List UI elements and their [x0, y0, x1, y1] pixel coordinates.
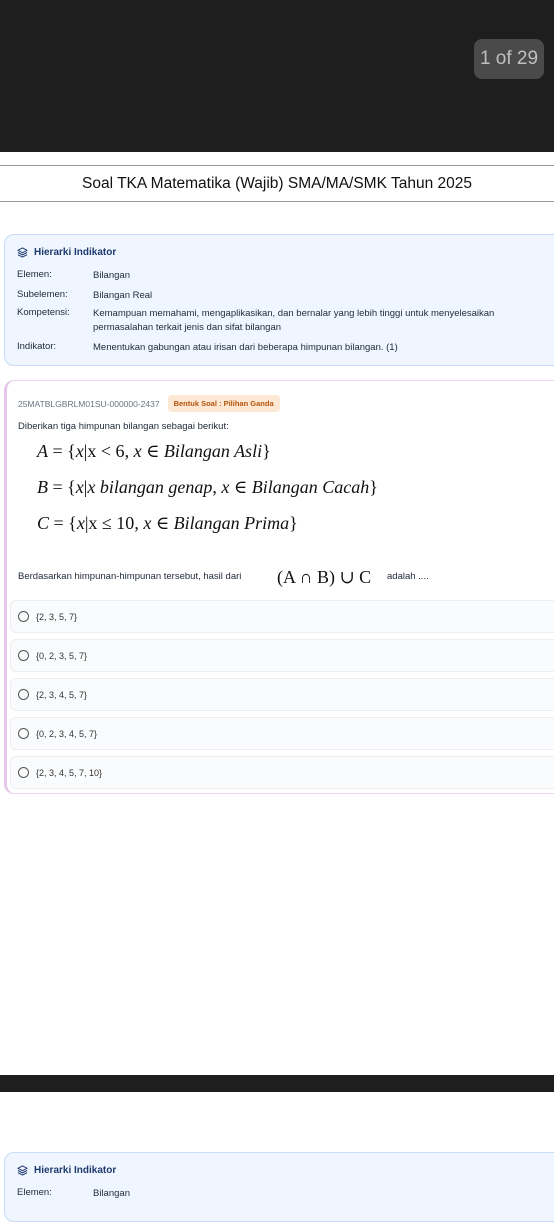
- radio-icon[interactable]: [18, 689, 29, 700]
- hierarchy-heading-text: Hierarki Indikator: [34, 247, 117, 258]
- question-type-badge: Bentuk Soal : Pilihan Ganda: [168, 395, 280, 412]
- hierarchy-row-indikator: [17, 341, 533, 355]
- row-label: Elemen:: [17, 1187, 52, 1198]
- row-value: Menentukan gabungan atau irisan dari beberapa himpunan bilangan. (1): [93, 342, 398, 353]
- document-title-bar: [0, 165, 554, 202]
- set-c-equation: C = {x|x ≤ 10, x ∈ Bilangan Prima}: [37, 513, 298, 533]
- row-label: Elemen:: [17, 269, 52, 280]
- set-b-equation: B = {x|x bilangan genap, x ∈ Bilangan Cacah}: [37, 477, 378, 497]
- question-prompt: Berdasarkan himpunan-himpunan tersebut, hasil dari: [18, 571, 242, 582]
- question-meta: [18, 395, 280, 412]
- radio-icon[interactable]: [18, 650, 29, 661]
- next-hierarchy-card: [4, 1152, 554, 1222]
- question-prompt-suffix: adalah ....: [387, 571, 429, 582]
- row-value: Kemampuan memahami, mengaplikasikan, dan bernalar yang lebih tinggi untuk menyelesaikan permasalahan terkait jenis dan sifat bilangan: [93, 308, 495, 333]
- answer-option-e[interactable]: [10, 756, 554, 789]
- page-counter: 1 of 29: [474, 39, 544, 79]
- option-text: {2, 3, 5, 7}: [36, 611, 78, 622]
- answer-option-d[interactable]: [10, 717, 554, 750]
- option-text: {2, 3, 4, 5, 7, 10}: [36, 767, 103, 778]
- option-text: {0, 2, 3, 4, 5, 7}: [36, 728, 98, 739]
- option-text: {2, 3, 4, 5, 7}: [36, 689, 88, 700]
- hierarchy-heading-text: Hierarki Indikator: [34, 1165, 117, 1176]
- answer-option-b[interactable]: [10, 639, 554, 672]
- row-label: Subelemen:: [17, 289, 68, 300]
- hierarchy-heading: [17, 247, 116, 258]
- radio-icon[interactable]: [18, 611, 29, 622]
- question-intro: Diberikan tiga himpunan bilangan sebagai berikut:: [18, 421, 229, 432]
- question-id: 25MATBLGBRLM01SU-000000-2437: [18, 398, 160, 409]
- hierarchy-row-elemen: [17, 1187, 533, 1201]
- radio-icon[interactable]: [18, 767, 29, 778]
- option-text: {0, 2, 3, 5, 7}: [36, 650, 88, 661]
- page-break-bar: [0, 1075, 554, 1092]
- hierarchy-row-elemen: [17, 269, 533, 283]
- hierarchy-row-kompetensi: [17, 307, 533, 335]
- row-label: Indikator:: [17, 341, 57, 352]
- hierarchy-row-subelemen: [17, 289, 533, 303]
- radio-icon[interactable]: [18, 728, 29, 739]
- row-value: Bilangan: [93, 1188, 130, 1199]
- answer-option-a[interactable]: [10, 600, 554, 633]
- answer-option-c[interactable]: [10, 678, 554, 711]
- row-value: Bilangan: [93, 270, 130, 281]
- row-label: Kompetensi:: [17, 307, 70, 318]
- hierarchy-card: [4, 234, 554, 366]
- row-value: Bilangan Real: [93, 290, 153, 301]
- question-expression: (A ∩ B) ∪ C: [277, 567, 372, 587]
- hierarchy-heading: [17, 1165, 116, 1176]
- set-a-equation: A = {x|x < 6, x ∈ Bilangan Asli}: [37, 441, 271, 461]
- layers-icon: [17, 247, 28, 258]
- layers-icon: [17, 1165, 28, 1176]
- document-title: Soal TKA Matematika (Wajib) SMA/MA/SMK Tahun 2025: [82, 174, 472, 192]
- viewer-topbar: [0, 0, 554, 152]
